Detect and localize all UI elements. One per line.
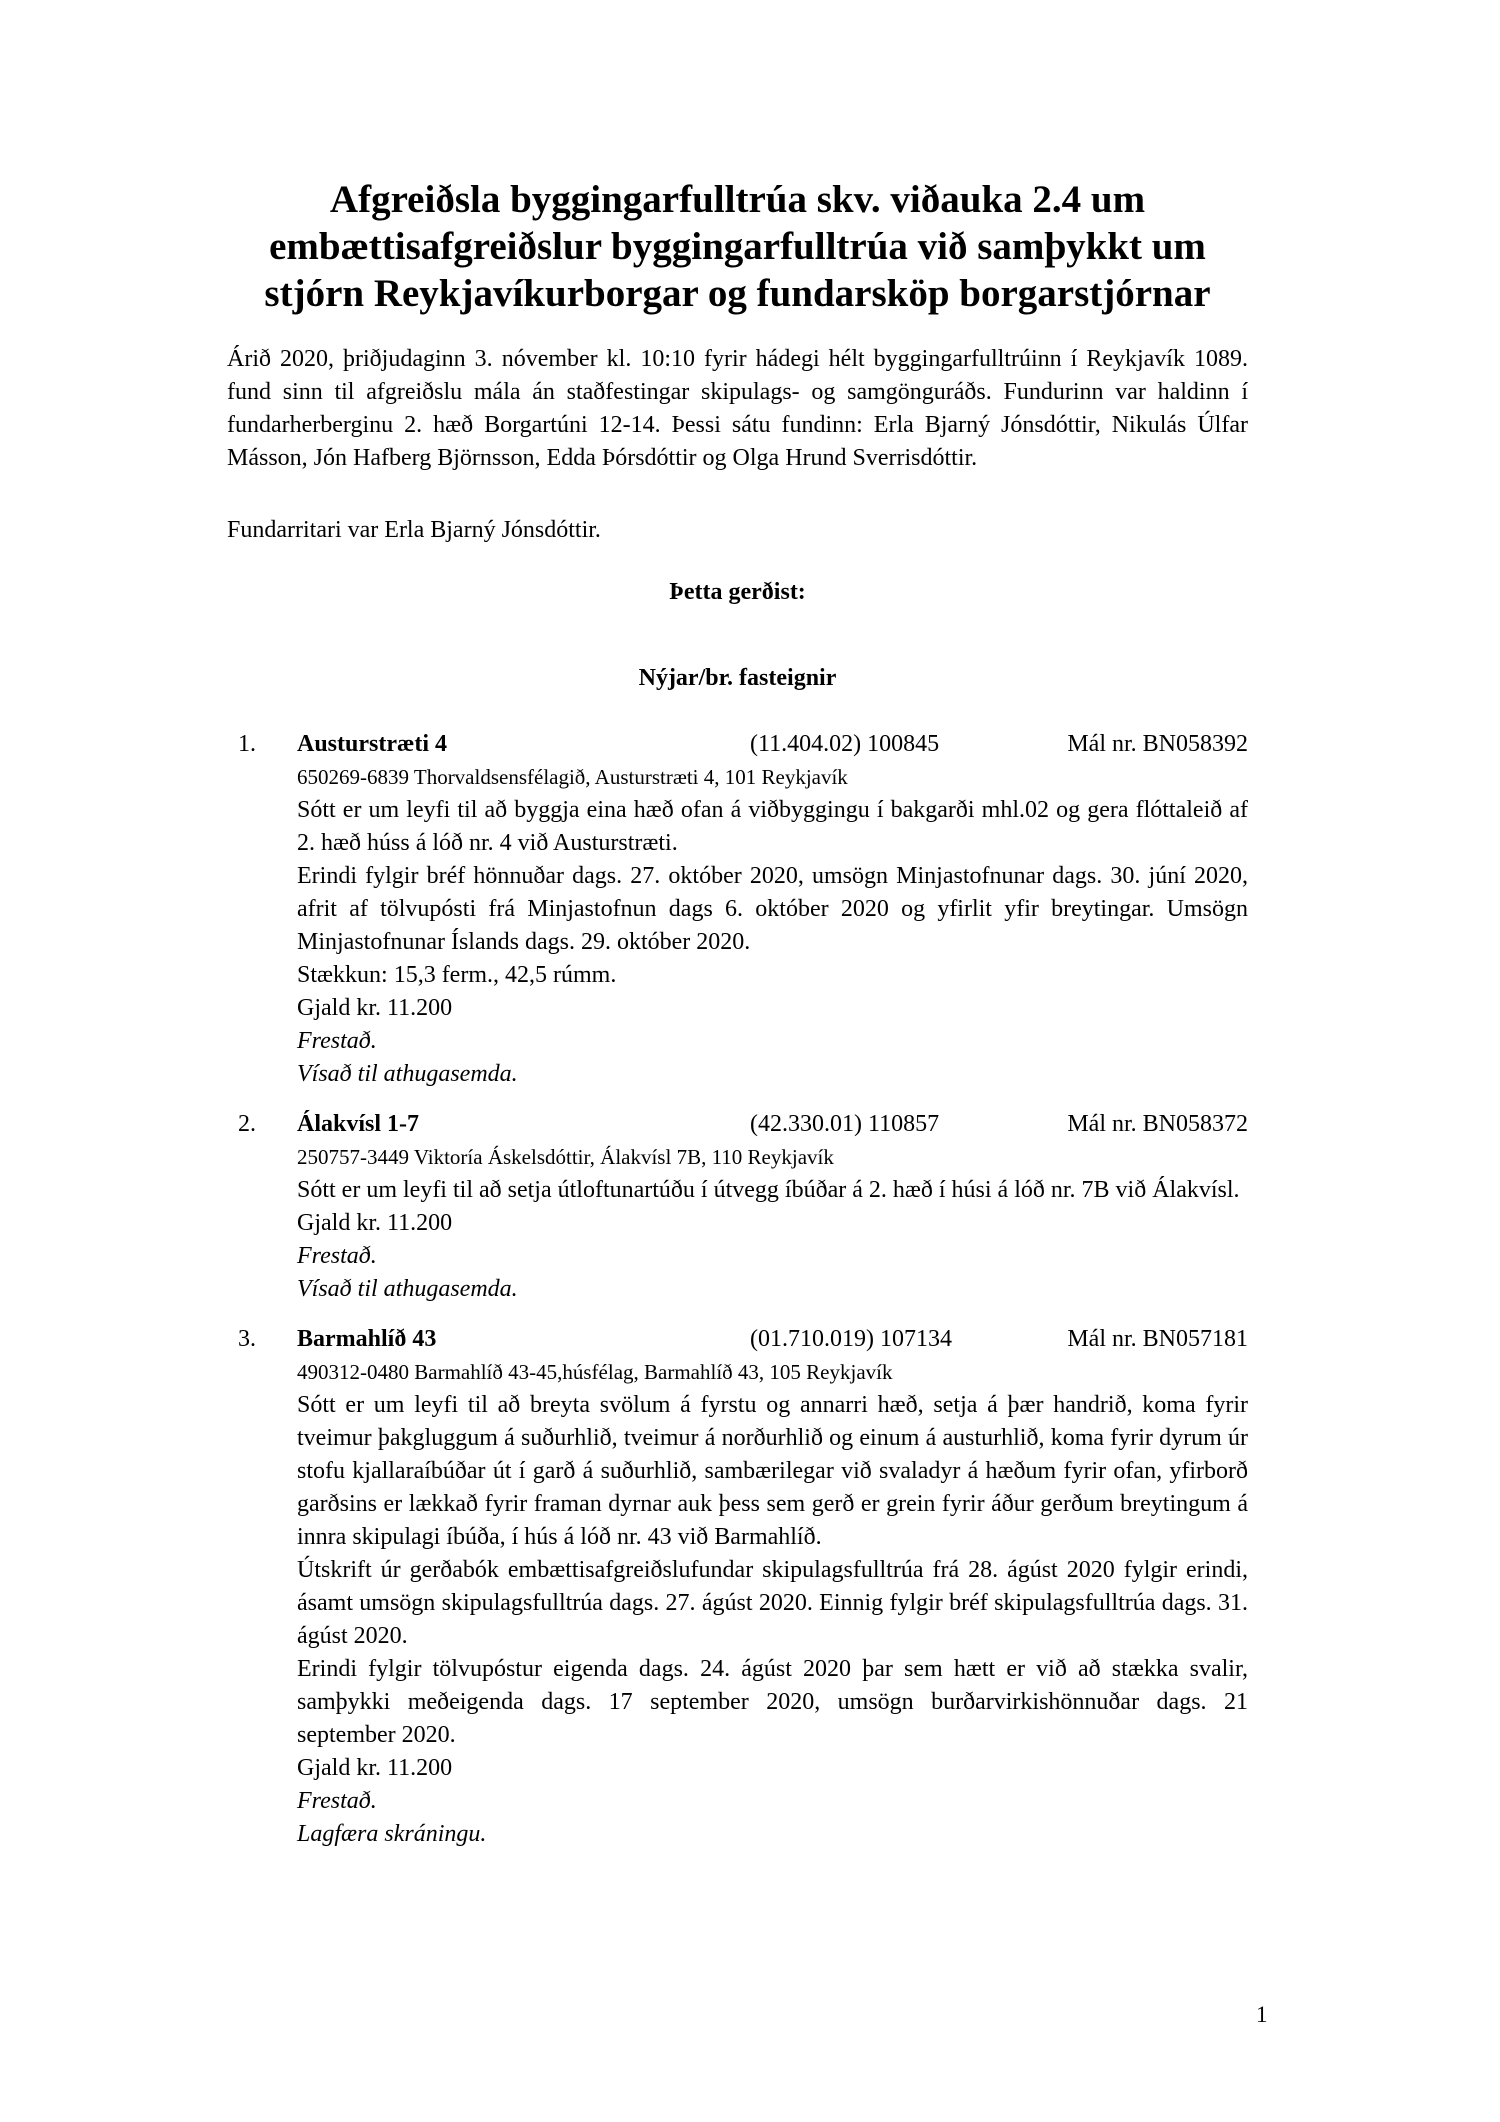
case-paragraph: Erindi fylgir bréf hönnuðar dags. 27. október 2020, umsögn Minjastofnunar dags. 30. júní 2020, afrit af tölvupósti frá Minjastofnun dags 6. október 2020 og yfirlit yfir breytingar. Umsögn Minjastofnunar Íslands dags. 29. október 2020.	[297, 863, 1248, 955]
case-reference: (01.710.019) 107134	[750, 1326, 952, 1352]
case-paragraph: Stækkun: 15,3 ferm., 42,5 rúmm.	[297, 962, 617, 988]
case-fee: Gjald kr. 11.200	[297, 995, 453, 1021]
case-paragraph: Sótt er um leyfi til að setja útloftunartúðu í útvegg íbúðar á 2. hæð í húsi á lóð nr. 7B við Álakvísl.	[297, 1177, 1240, 1203]
case-body	[297, 1356, 1248, 1851]
secretary-line: Fundarritari var Erla Bjarný Jónsdóttir.	[227, 517, 601, 543]
case-reference: (11.404.02) 100845	[750, 731, 940, 757]
case-item-1	[227, 728, 1248, 1091]
case-address: Álakvísl 1-7	[297, 1111, 420, 1137]
case-result: Frestað.	[297, 1788, 377, 1814]
case-result: Vísað til athugasemda.	[297, 1061, 518, 1087]
case-paragraph: Sótt er um leyfi til að byggja eina hæð ofan á viðbyggingu í bakgarði mhl.02 og gera flóttaleið af 2. hæð húss á lóð nr. 4 við Austurstræti.	[297, 797, 1248, 856]
section-heading: Nýjar/br. fasteignir	[638, 665, 837, 691]
case-result: Frestað.	[297, 1028, 377, 1054]
case-paragraph: Sótt er um leyfi til að breyta svölum á fyrstu og annarri hæð, setja á þær handrið, koma fyrir tveimur þakgluggum á suðurhlið, tveimur á norðurhlið og einum á austurhlið, koma fyrir dyrum úr stofu kjallaraíbúðar út í garð á suðurhlið, sambærilegar við svaladyr á hæðum fyrir ofan, yfirborð garðsins er lækkað fyrir framan dyrnar auk þess sem gerð er grein fyrir áður gerðum breytingum á innra skipulagi íbúða, í hús á lóð nr. 43 við Barmahlíð.	[297, 1392, 1248, 1550]
document-content	[227, 0, 1248, 1851]
case-header	[297, 728, 1248, 761]
case-number: 2.	[238, 1111, 256, 1137]
case-result: Frestað.	[297, 1243, 377, 1269]
case-result: Vísað til athugasemda.	[297, 1276, 518, 1302]
case-header	[297, 1108, 1248, 1141]
title-line-2: embættisafgreiðslur byggingarfulltrúa við samþykkt um	[269, 225, 1206, 268]
case-header	[297, 1323, 1248, 1356]
events-heading: Þetta gerðist:	[669, 579, 806, 605]
title-line-1: Afgreiðsla byggingarfulltrúa skv. viðauka 2.4 um	[329, 178, 1146, 221]
case-number: 1.	[238, 731, 256, 757]
case-applicant: 490312-0480 Barmahlíð 43-45,húsfélag, Barmahlíð 43, 105 Reykjavík	[297, 1360, 893, 1384]
case-address: Barmahlíð 43	[297, 1326, 437, 1352]
document-title	[227, 176, 1248, 317]
intro-paragraph: Árið 2020, þriðjudaginn 3. nóvember kl. 10:10 fyrir hádegi hélt byggingarfulltrúinn í Reykjavík 1089. fund sinn til afgreiðslu mála án staðfestingar skipulags- og samgönguráðs. Fundurinn var haldinn í fundarherberginu 2. hæð Borgartúni 12-14. Þessi sátu fundinn: Erla Bjarný Jónsdóttir, Nikulás Úlfar Másson, Jón Hafberg Björnsson, Edda Þórsdóttir og Olga Hrund Sverrisdóttir.	[227, 346, 1248, 471]
case-reference: (42.330.01) 110857	[750, 1111, 940, 1137]
case-item-3	[227, 1323, 1248, 1851]
case-item-2	[227, 1108, 1248, 1306]
title-line-3: stjórn Reykjavíkurborgar og fundarsköp borgarstjórnar	[264, 272, 1211, 315]
case-paragraph: Erindi fylgir tölvupóstur eigenda dags. 24. ágúst 2020 þar sem hætt er við að stækka svalir, samþykki meðeigenda dags. 17 september 2020, umsögn burðarvirkishönnuðar dags. 21 september 2020.	[297, 1656, 1248, 1748]
case-applicant: 650269-6839 Thorvaldsensfélagið, Austurstræti 4, 101 Reykjavík	[297, 765, 848, 789]
case-file-number: Mál nr. BN057181	[1067, 1326, 1248, 1352]
case-number: 3.	[238, 1326, 256, 1352]
case-address: Austurstræti 4	[297, 731, 447, 757]
case-body	[297, 761, 1248, 1091]
case-applicant: 250757-3449 Viktoría Áskelsdóttir, Álakvísl 7B, 110 Reykjavík	[297, 1145, 834, 1169]
page-number: 1	[1256, 2002, 1268, 2027]
case-fee: Gjald kr. 11.200	[297, 1210, 453, 1236]
case-file-number: Mál nr. BN058372	[1067, 1111, 1248, 1137]
case-file-number: Mál nr. BN058392	[1067, 731, 1248, 757]
case-fee: Gjald kr. 11.200	[297, 1755, 453, 1781]
case-body	[297, 1141, 1248, 1306]
case-result: Lagfæra skráningu.	[297, 1821, 487, 1847]
case-paragraph: Útskrift úr gerðabók embættisafgreiðslufundar skipulagsfulltrúa frá 28. ágúst 2020 fylgir erindi, ásamt umsögn skipulagsfulltrúa dags. 27. ágúst 2020. Einnig fylgir bréf skipulagsfulltrúa dags. 31. ágúst 2020.	[297, 1557, 1248, 1649]
